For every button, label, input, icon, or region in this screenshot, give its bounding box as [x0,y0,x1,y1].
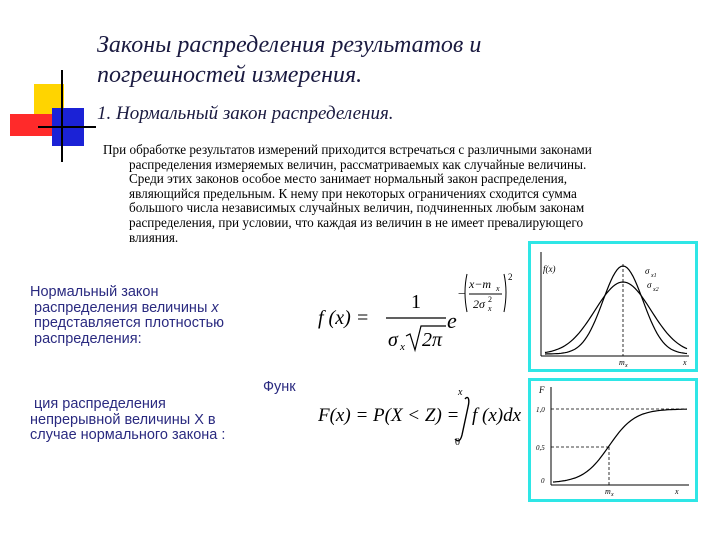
logo-red-square [10,114,52,136]
exp-paren-right [504,274,506,312]
narrow-density-curve [545,266,687,354]
intro-paragraph [103,143,703,245]
integral-lower: 0 [455,437,460,447]
function-word-start: Функ [263,379,296,395]
formula-numerator: 1 [411,291,421,313]
formula-root: 2π [422,329,443,351]
label-sigma-a: σ [645,266,650,276]
paragraph-line: распределения измеряемых величин, рассматриваемых как случайные величины. [129,156,587,172]
wide-density-curve [545,282,687,353]
graph1-ylabel: f(x) [543,264,556,274]
exp-numerator: x−m [469,277,492,291]
density-description [30,285,280,347]
text-line: распределения: [34,330,142,347]
density-graph [531,244,695,369]
cdf-curve [553,409,687,482]
formula2-integrand: f (x)dx [472,405,522,426]
x-tick-m-sub: x [611,492,614,498]
x-tick-m: m [619,358,625,367]
distribution-graph-frame [528,378,698,502]
tick-one: 1,0 [536,406,545,414]
text-line: случае нормального закона : [30,427,226,443]
formula-lhs: f (x) = [318,307,370,329]
label-sigma-a-sub: x1 [651,273,657,279]
exp-denominator: 2σ [473,297,485,311]
tick-half: 0,5 [536,444,545,452]
paragraph-line: большого числа независимых случайных величин, подчиненных любым законам [129,200,585,216]
paragraph-line: Среди этих законов особое место занимает нормальный закон распределения, [129,171,568,187]
var-x: x [211,299,219,316]
distribution-graph [531,381,695,499]
logo-horizontal-line [38,126,96,128]
graph2-ylabel: F [539,385,545,395]
x-axis-label: x [683,358,687,367]
formula-sigma: σ [388,329,398,351]
slide-subtitle: 1. Нормальный закон распределения. [97,103,394,124]
exp-den-sub: x [488,304,492,313]
text-line: распределения величины x [34,299,219,316]
text-line: ция распределения [34,396,166,412]
paragraph-line: распределения, при условии, что каждая из величин в не имеет превалирующего [129,214,584,230]
distribution-description [30,397,310,444]
label-sigma-b-sub: x2 [653,287,659,293]
label-sigma-b: σ [647,280,652,290]
distribution-formula [318,385,528,447]
text-line: Нормальный закон [30,284,159,300]
formula-e: e [447,308,457,333]
paragraph-line: При обработке результатов измерений приходится встречаться с различными законами [103,142,592,157]
paragraph-line: влияния. [129,229,179,245]
integral-upper: x [458,387,463,398]
density-graph-frame [528,241,698,372]
text-line: представляется плотностью [34,315,225,331]
formula-sigma-sub: x [400,341,405,353]
logo-vertical-line [61,70,63,162]
exp-numerator-sub: x [496,284,500,293]
exp-den-sup: 2 [488,295,492,304]
formula2-lhs: F(x) = P(X < Z) = [318,405,460,426]
exp-minus: − [458,286,466,301]
x-tick-m-sub: x [625,363,628,369]
x-tick-m: m [605,487,611,496]
paragraph-line: являющийся предельным. К нему при некоторых ограничениях сходится сумма [129,185,577,201]
tick-zero: 0 [541,477,545,485]
density-formula [318,270,528,360]
x-axis-label: x [675,487,679,496]
slide-title: Законы распределения результатов и погрешностей измерения. [97,32,482,88]
text-line: непрерывной величины X в [30,411,216,428]
exp-paren-left [465,274,467,312]
exp-power: 2 [508,272,513,282]
